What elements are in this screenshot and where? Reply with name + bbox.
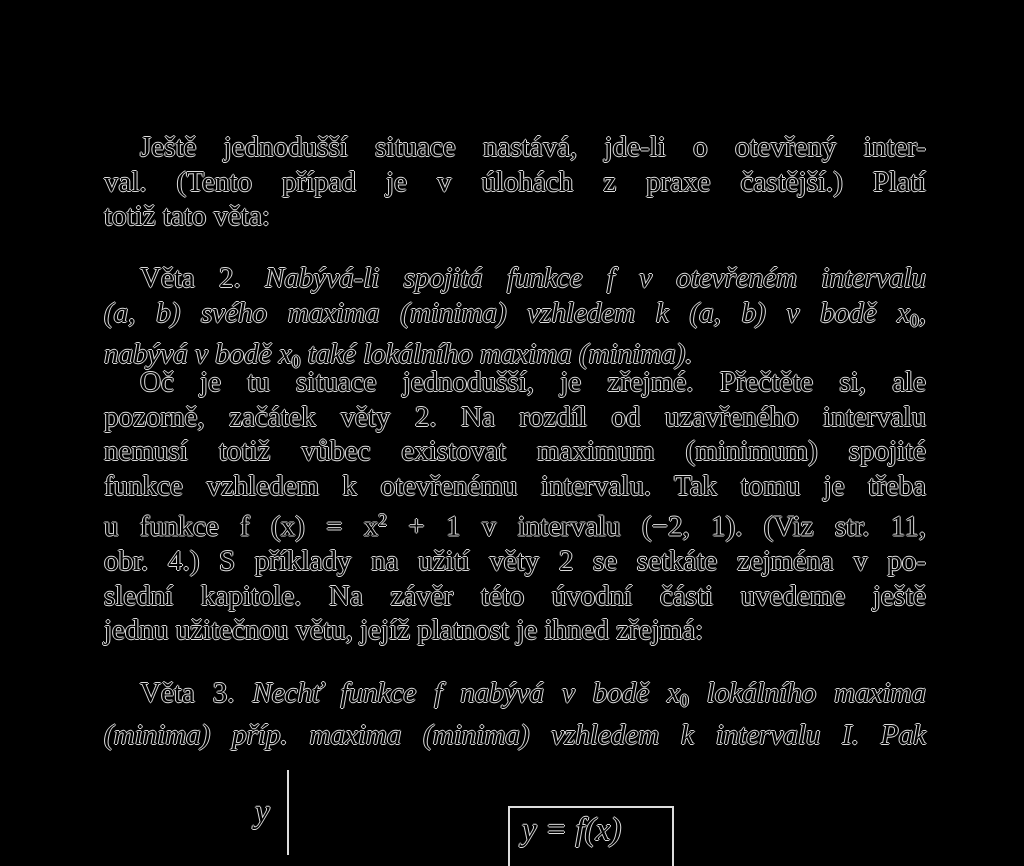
function-label: y = f(x) (522, 812, 622, 848)
theorem-text: (minima) příp. maxima (minima) vzhledem k intervalu I. Pak (104, 718, 926, 751)
text-line: slední kapitole. Na závěr této úvodní části uvedeme ještě (104, 579, 926, 612)
text-line: obr. 4.) S příklady na užití věty 2 se setkáte zejména v po- (104, 545, 926, 578)
theorem-3 (104, 676, 926, 752)
theorem-3-line (104, 718, 926, 753)
paragraph-discussion (104, 365, 926, 648)
theorem-text: lokálního maxima (688, 677, 927, 709)
theorem-text: (a, b) svého maxima (minima) vzhledem k (a, b) v bodě x (104, 296, 911, 329)
theorem-3-label: Věta 3. (140, 677, 235, 709)
text-line: val. (Tento případ je v úlohách z praxe častější.) Platí (104, 165, 926, 198)
theorem-3-line (104, 676, 926, 718)
theorem-text: také lokálního maxima (minima). (300, 338, 693, 371)
theorem-text: Nabývá-li spojitá funkce f v otevřeném intervalu (265, 262, 927, 294)
subscript: 0 (910, 309, 919, 330)
text-line: jednu užitečnou větu, jejíž platnost je ihned zřejmá: (104, 614, 704, 647)
paragraph-intro (104, 130, 926, 234)
theorem-2-line (104, 296, 926, 338)
text-line: Oč je tu situace jednodušší, je zřejmé. Přečtěte si, ale (140, 366, 926, 398)
text-line: funkce vzhledem k otevřenému intervalu. Tak tomu je třeba (104, 469, 926, 502)
text-fragment: + 1 v intervalu (−2, 1). (Viz str. 11, (386, 510, 926, 543)
theorem-2-label: Věta 2. (140, 262, 241, 294)
theorem-text: Nechť funkce f nabývá v bodě x (252, 677, 680, 709)
text-line: nemusí totiž vůbec existovat maximum (minimum) spojité (104, 435, 926, 467)
y-axis-label: y (255, 794, 270, 830)
text-fragment: u funkce f (x) = x (104, 510, 379, 543)
y-axis-line (287, 770, 289, 855)
superscript: 2 (378, 510, 387, 530)
theorem-2-line (104, 261, 926, 296)
text-line: totiž tato věta: (104, 200, 270, 232)
text-line: pozorně, začátek věty 2. Na rozdíl od uzavřeného intervalu (104, 400, 926, 433)
theorem-text: , (918, 296, 926, 329)
subscript: 0 (291, 351, 301, 372)
theorem-text: nabývá v bodě x (104, 338, 292, 371)
text-line (104, 503, 926, 544)
subscript: 0 (680, 690, 689, 711)
text-line: Ještě jednodušší situace nastává, jde-li o otevřený inter- (140, 131, 926, 163)
theorem-2 (104, 261, 926, 379)
